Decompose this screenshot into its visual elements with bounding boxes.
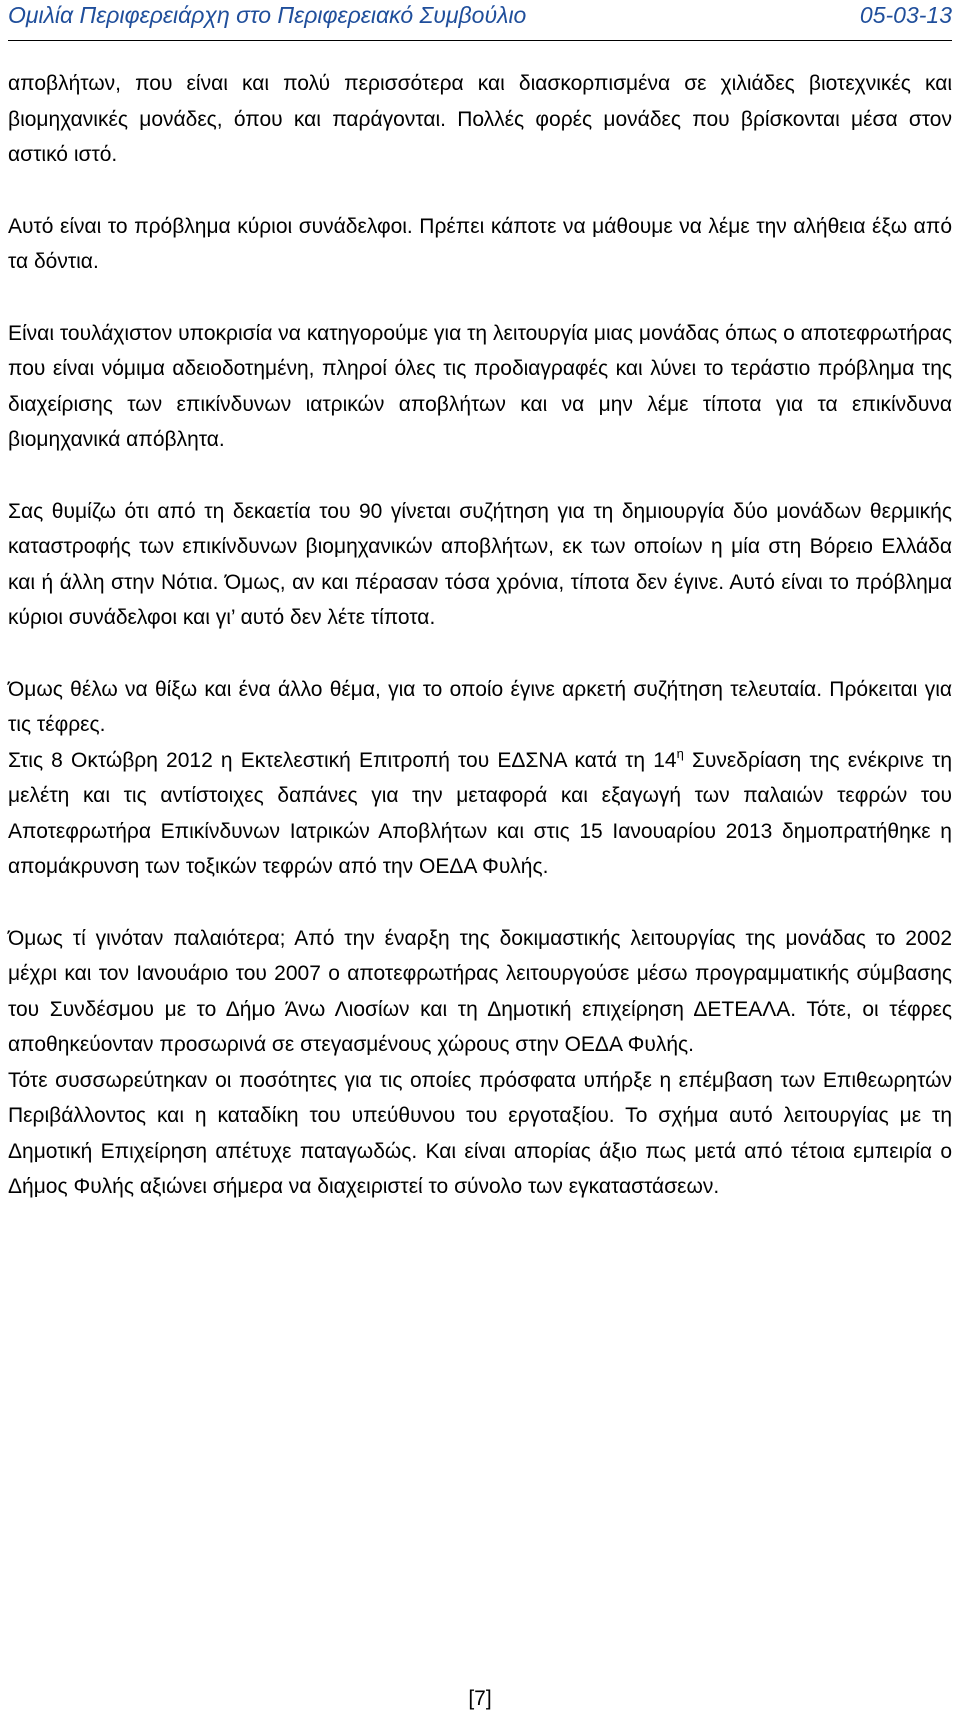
paragraph-7: Όμως τί γινόταν παλαιότερα; Από την έναρξη της δοκιμαστικής λειτουργίας της μονάδας το 2002 μέχρι και τον Ιανουάριο του 2007 ο αποτεφρωτήρας λειτουργούσε μέσω προγραμματικής σύμβασης του Συνδέσμου με το Δήμο Άνω Λιοσίων και τη Δημοτική επιχείρηση ΔΕΤΕΑΛΑ. Τότε, οι τέφρες αποθηκεύονταν προσωρινά σε στεγασμένους χώρους στην ΟΕΔΑ Φυλής. [8, 926, 952, 1056]
page-header [8, 0, 952, 42]
document-date: 05-03-13 [859, 2, 952, 28]
document-body [8, 66, 952, 1205]
paragraph-6 [8, 743, 952, 885]
paragraph-2: Αυτό είναι το πρόβλημα κύριοι συνάδελφοι. Πρέπει κάποτε να μάθουμε να λέμε την αλήθεια έξω από τα δόντια. [8, 214, 952, 273]
header-rule [8, 40, 952, 41]
paragraph-5: Όμως θέλω να θίξω και ένα άλλο θέμα, για το οποίο έγινε αρκετή συζήτηση τελευταία. Πρόκειται για τις τέφρες. [8, 677, 952, 736]
paragraph-6-end: Συνεδρίαση της ενέκρινε τη μελέτη και τις αντίστοιχες δαπάνες για την μεταφορά και εξαγωγή των παλαιών τεφρών του Αποτεφρωτήρα Επικίνδυνων Ιατρικών Αποβλήτων και στις 15 Ιανουαρίου 2013 δημοπρατήθηκε η απομάκρυνση των τοξικών τεφρών από την ΟΕΔΑ Φυλής. [8, 748, 953, 878]
page-number: [7] [468, 1687, 492, 1710]
paragraph-6-start: Στις 8 Οκτώβρη 2012 η Εκτελεστική Επιτροπή του ΕΔΣΝΑ κατά τη 14 [8, 748, 677, 772]
paragraph-3: Είναι τουλάχιστον υποκρισία να κατηγορούμε για τη λειτουργία μιας μονάδας όπως ο αποτεφρωτήρας που είναι νόμιμα αδειοδοτημένη, πληροί όλες τις προδιαγραφές και λύνει το τεράστιο πρόβλημα της διαχείρισης των επικίνδυνων ιατρικών αποβλήτων και να μην λέμε τίποτα για τα επικίνδυνα βιομηχανικά απόβλητα. [8, 321, 952, 451]
paragraph-1: αποβλήτων, που είναι και πολύ περισσότερα και διασκορπισμένα σε χιλιάδες βιοτεχνικές και βιομηχανικές μονάδες, όπου και παράγονται. Πολλές φορές μονάδες που βρίσκονται μέσα στον αστικό ιστό. [8, 72, 952, 166]
ordinal-superscript: η [676, 745, 684, 761]
paragraph-4: Σας θυμίζω ότι από τη δεκαετία του 90 γίνεται συζήτηση για τη δημιουργία δύο μονάδων θερμικής καταστροφής των επικίνδυνων βιομηχανικών αποβλήτων, εκ των οποίων η μία στη Βόρειο Ελλάδα και ή άλλη στην Νότια. Όμως, αν και πέρασαν τόσα χρόνια, τίποτα δεν έγινε. Αυτό είναι το πρόβλημα κύριοι συνάδελφοι και γι’ αυτό δεν λέτε τίποτα. [8, 499, 952, 629]
paragraph-8: Τότε συσσωρεύτηκαν οι ποσότητες για τις οποίες πρόσφατα υπήρξε η επέμβαση των Επιθεωρητών Περιβάλλοντος και η καταδίκη του υπεύθυνου του εργοταξίου. Το σχήμα αυτό λειτουργίας με τη Δημοτική Επιχείρηση απέτυχε παταγωδώς. Και είναι απορίας άξιο πως μετά από τέτοια εμπειρία ο Δήμος Φυλής αξιώνει σήμερα να διαχειριστεί το σύνολο των εγκαταστάσεων. [8, 1068, 952, 1198]
document-title: Ομιλία Περιφερειάρχη στο Περιφερειακό Συμβούλιο [8, 2, 527, 28]
